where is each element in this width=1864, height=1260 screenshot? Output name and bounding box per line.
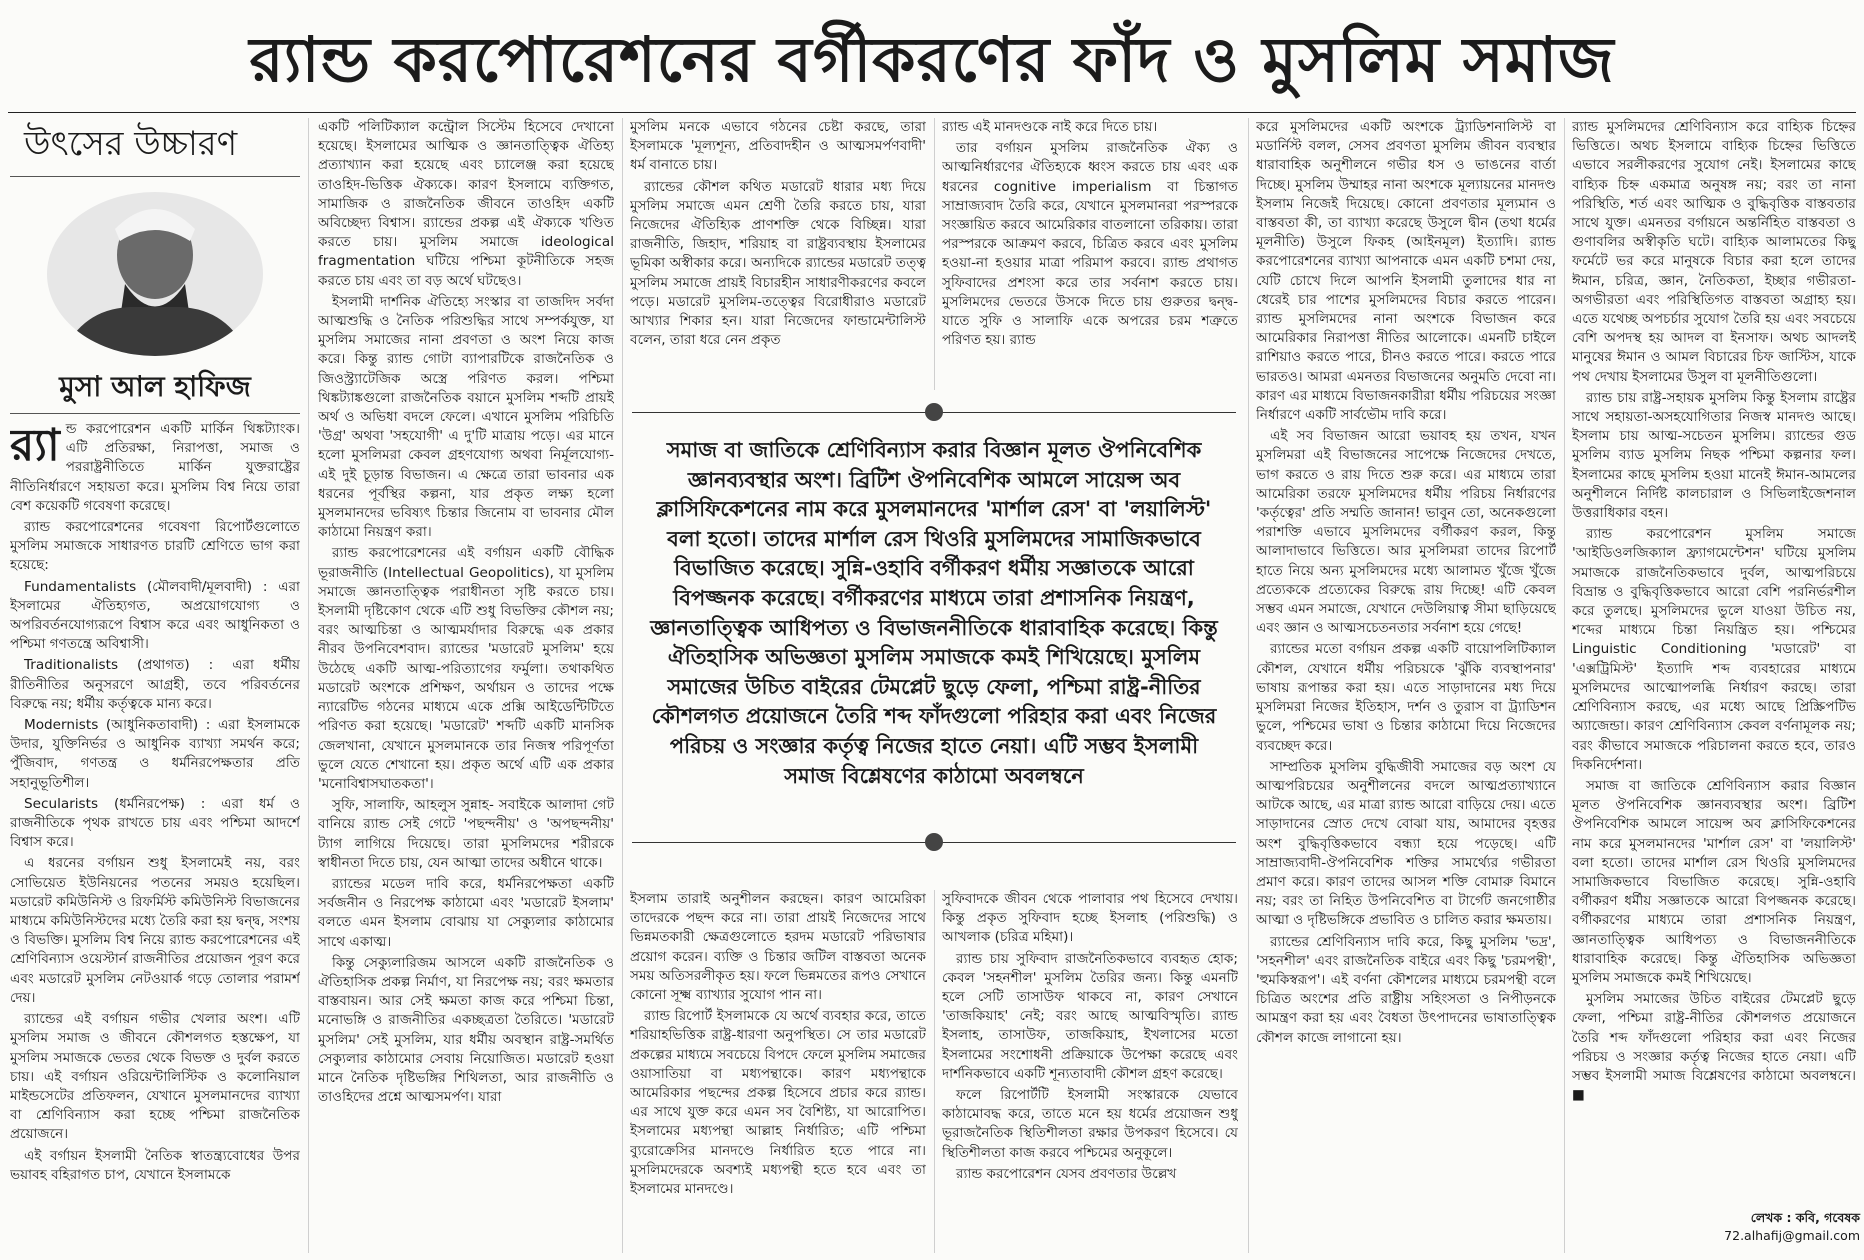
column-divider <box>934 890 935 1253</box>
column-divider <box>1564 118 1565 1253</box>
paragraph: র‍্যান্ড রিপোর্ট ইসলামকে যে অর্থে ব্যবহার করে, তাতে শরিয়াহভিত্তিক রাষ্ট্র-ধারণা অনুপস্থিত। সে তার মডারেট প্রকল্পের মাধ্যমে সবচেয়ে বিপদে ফেলে মুসলিম সমাজের ওয়াসাতিয়া বা মধ্যপন্থাকে। কারণ মধ্যপন্থাকে আমেরিকার পছন্দের প্রকল্প হিসেবে প্রচার করে র‍্যান্ড। এর সাথে যুক্ত করে এমন সব বৈশিষ্ট্য, যা আরোপিত। ইসলামের মধ্যপন্থা আল্লাহ নির্ধারিত; এটি পশ্চিমা ব্যুরোক্রেসির মানদণ্ডে নির্ধারিত হতে পারে না। মুসলিমদেরকে অবশ্যই মধ্যপন্থী হতে হবে এবং তা ইসলামের মানদণ্ডে। <box>630 1008 926 1198</box>
paragraph: মুসলিম সমাজের উচিত বাইরের টেমপ্লেট ছুড়ে ফেলা, পশ্চিমা রাষ্ট্র-নীতির কৌশলগত প্রয়োজনে তৈরি শব্দ ফাঁদগুলো পরিহার করা এবং নিজের পরিচয় ও সংজ্ঞার কর্তৃত্ব নিজের হাতে নেয়া। এটি সম্ভব ইসলামী সমাজ বিশ্লেষণের কাঠামো অবলম্বনে। ■ <box>1572 991 1856 1104</box>
paragraph: Modernists (আধুনিকতাবাদী) : এরা ইসলামকে উদার, যুক্তিনির্ভর ও আধুনিক ব্যাখ্যা সমর্থন করে; পুঁজিবাদ, গণতন্ত্র ও ধর্মনিরপেক্ষতার প্রতি সহানুভূতিশীল। <box>10 717 300 791</box>
author-portrait <box>40 189 270 359</box>
author-name: মুসা আল হাফিজ <box>59 370 251 403</box>
paragraph: র‍্যান্ডের শ্রেণিবিন্যাস দাবি করে, কিছু মুসলিম 'ভদ্র', 'সহনশীল' এবং রাজনৈতিক বাইরে এবং কিছু 'চরমপন্থী', 'হুমকিস্বরূপ'। এই বর্ণনা কৌশলের মাধ্যমে চরমপন্থী বলে চিত্রিত অংশের প্রতি রাষ্ট্রীয় সহিংসতা ও নিপীড়নকে আমন্ত্রণ করা হয় এবং বৈধতা উৎপাদনের ভাষাতাত্ত্বিক কৌশল কাজে লাগানো হয়। <box>1256 933 1556 1046</box>
paragraph: র‍্যান্ডের এই বর্গায়ন গভীর খেলার অংশ। এটি মুসলিম সমাজ ও জীবনে কৌশলগত হস্তক্ষেপ, যা মুসলিম সমাজকে ভেতর থেকে বিভক্ত ও দুর্বল করতে চায়। এই বর্গায়ন ওরিয়েন্টালিস্টিক ও কলোনিয়াল মাইন্ডসেটের প্রতিফলন, যেখানে মুসলমানদের ব্যাখ্যা বা শ্রেণিবিন্যাস করা হচ্ছে পশ্চিমা রাজনৈতিক প্রয়োজনে। <box>10 1011 300 1143</box>
column-6 <box>1572 118 1856 1203</box>
paragraph: র‍্যা ন্ড করপোরেশন একটি মার্কিন থিঙ্কট্যাংক। এটি প্রতিরক্ষা, নিরাপত্তা, সমাজ ও পররাষ্ট্রনীতিতে মার্কিন যুক্তরাষ্ট্রের নীতিনির্ধারণে সহায়তা করে। মুসলিম বিশ্ব নিয়ে তারা বেশ কয়েকটি গবেষণা করেছে। <box>10 420 300 514</box>
paragraph: সুফি, সালাফি, আহলুস সুন্নাহ- সবাইকে আলাদা গেট বানিয়ে র‍্যান্ড সেই গেটে 'পছন্দনীয়' ও 'অপছন্দনীয়' ট্যাগ লাগিয়ে দিয়েছে। তারা মুসলিমদের শরীরকে স্বাধীনতা দিতে চায়, যেন আত্মা তাদের অধীনে থাকে। <box>318 797 614 871</box>
column-4-bottom <box>942 890 1238 1253</box>
column-5 <box>1256 118 1556 1253</box>
column-4-top <box>942 118 1238 390</box>
column-divider <box>622 118 623 1253</box>
paragraph: তার বর্গায়ন মুসলিম রাজনৈতিক ঐক্য ও আত্মনির্ধারণের ঐতিহ্যকে ধ্বংস করতে চায় এবং এক ধরনের cognitive imperialism বা চিন্তাগত সাম্রাজ্যবাদ তৈরি করে, যেখানে মুসলমানরা পরস্পরকে সংজ্ঞায়িত করবে আমেরিকার বাতলানো তরিকায়। তারা পরস্পরকে আক্রমণ করবে, চিত্রিত করবে এবং মুসলিম হওয়া-না হওয়ার মাত্রা পরিমাপ করবে। র‍্যান্ড প্রথাগত সুফিবাদের প্রশংসা করে তার সর্বনাশ করতে চায়। মুসলিমদের ভেতরে উসকে দিতে চায় গুরুতর দ্বন্দ্ব- যাতে সুফি ও সালাফি একে অপরের চরম শত্রুতে পরিণত হয়। র‍্যান্ড <box>942 140 1238 349</box>
paragraph: র‍্যান্ডের কৌশল কথিত মডারেট ধারার মধ্য দিয়ে মুসলিম সমাজে এমন শ্রেণী তৈরি করতে চায়, যারা নিজেদের ঐতিহ্যিক প্রাণশক্তি থেকে বিচ্ছিন্ন। যারা রাজনীতি, জিহাদ, শরিয়াহ বা রাষ্ট্রব্যবস্থায় ইসলামের ভূমিকা অস্বীকার করে। অন্যদিকে র‍্যান্ডের মডারেট তত্ত্ব মুসলিম সমাজে প্রায়ই বিচারহীন সাধারণীকরণের কবলে পড়ে। মডারেট মুসলিম-তত্ত্বের বিরোধীরাও মডারেট আখ্যার শিকার হন। যারা নিজেদের ফান্ডামেন্টালিস্ট বলেন, তারা ধরে নেন প্রকৃত <box>630 178 926 349</box>
paragraph: র‍্যান্ড এই মানদণ্ডকে নাই করে দিতে চায়। <box>942 119 1158 135</box>
paragraph: র‍্যান্ডের মডেল দাবি করে, ধর্মনিরপেক্ষতা একটি সর্বজনীন ও নিরপেক্ষ কাঠামো এবং 'মডারেট ইসলাম' বলতে এমন ইসলাম বোঝায় যা সেক্যুলার কাঠামোর সাথে একাত্ম। <box>318 875 614 950</box>
paragraph: এ ধরনের বর্গায়ন শুধু ইসলামেই নয়, বরং সোভিয়েত ইউনিয়নের পতনের সময়ও হয়েছিল। মডারেট কমিউনিস্ট ও রিফর্মিস্ট কমিউনিস্ট বিভাজনের মাধ্যমে কমিউনিস্টদের মধ্যে তৈরি করা হয় দ্বন্দ্ব, সংশয় ও বিভক্তি। মুসলিম বিশ্ব নিয়ে র‍্যান্ড করপোরেশনের এই শ্রেণিবিন্যাস ওয়েস্টার্ন রাজনীতির প্রয়োজন পূরণ করে এবং মডারেট মুসলিম নেটওয়ার্ক গড়ে তোলার পরামর্শ দেয়। <box>10 855 300 1006</box>
paragraph: Traditionalists (প্রথাগত) : এরা ধর্মীয় রীতিনীতির অনুসরণে আগ্রহী, তবে পরিবর্তনের বিরুদ্ধে নয়; ধর্মীয় কর্তৃত্বকে মান্য করে। <box>10 657 300 712</box>
paragraph: র‍্যান্ড করপোরেশনের গবেষণা রিপোর্টগুলোতে মুসলিম সমাজকে সাধারণত চারটি শ্রেণিতে ভাগ করা হয়েছে: <box>10 519 300 574</box>
paragraph: সমাজ বা জাতিকে শ্রেণিবিন্যাস করার বিজ্ঞান মূলত ঔপনিবেশিক জ্ঞানব্যবস্থার অংশ। ব্রিটিশ ঔপনিবেশিক আমলে সায়েন্স অব ক্লাসিফিকেশনের নাম করে মুসলমানদের 'মার্শাল রেস' বা 'লয়ালিস্ট' বলা হতো। তাদের মার্শাল রেস থিওরি মুসলিমদের সামাজিকভাবে বিভাজিত করেছে। সুন্নি-ওহাবি বর্গীকরণ ধর্মীয় সজ্ঞাতকে আরো বিপজ্জনক করেছে। বর্গীকরণের মাধ্যমে তারা প্রশাসনিক নিয়ন্ত্রণ, জ্ঞানতাত্ত্বিক আধিপত্য ও বিভাজননীতিকে ধারাবাহিক করেছে। কিন্তু ঐতিহাসিক অভিজ্ঞতা মুসলিম সমাজকে কমই শিখিয়েছে। <box>1572 777 1856 986</box>
column-3-bottom <box>630 890 926 1253</box>
author-role: লেখক : কবি, গবেষক <box>1750 1210 1860 1225</box>
column-divider <box>308 118 309 1253</box>
paragraph: র‍্যান্ড চায় রাষ্ট্র-সহায়ক মুসলিম কিন্তু ইসলাম রাষ্ট্রের সাথে সহায়তা-অসহযোগিতার নিজস্ব মানদণ্ড আছে। ইসলাম চায় আত্ম-সচেতন মুসলিম। র‍্যান্ডের গুড মুসলিম ব্যাড মুসলিম নিছক পশ্চিমা কল্পনার ফল। ইসলামের কাছে মুসলিম হওয়া মানেই ঈমান-আমলের অনুশীলনে নির্দিষ্ট কালচারাল ও সিভিলাইজেশনাল উত্তরাধিকার বহন। <box>1572 389 1856 522</box>
column-1 <box>10 118 300 1253</box>
column-divider <box>934 118 935 390</box>
headline: র‍্যান্ড করপোরেশনের বর্গীকরণের ফাঁদ ও মুসলিম সমাজ <box>249 23 1615 96</box>
dropcap: র‍্যা <box>10 420 60 471</box>
author-signature <box>1700 1209 1860 1245</box>
paragraph: Fundamentalists (মৌলবাদী/মূলবাদী) : এরা ইসলামের ঐতিহ্যগত, অপ্রয়োগযোগ্য ও অপরিবর্তনযোগ্যরূপে বিশ্বাস করে এবং আধুনিকতা ও পশ্চিমা গণতন্ত্রে অবিশ্বাসী। <box>10 578 300 653</box>
paragraph: র‍্যান্ডের মতো বর্গায়ন প্রকল্প একটি বায়োপলিটিক্যাল কৌশল, যেখানে ধর্মীয় পরিচয়কে 'ঝুঁকি ব্যবস্থাপনার' ভাষায় রূপান্তর করা হয়। এতে সাড়াদানের মধ্য দিয়ে মুসলিমরা নিজের ইতিহাস, দর্শন ও তুরাস বা ট্র্যাডিশন ভুলে, পশ্চিমের ভাষা ও চিন্তার কাঠামো দিয়ে নিজেদের ব্যবচ্ছেদ করে। <box>1256 641 1556 754</box>
column-name: উৎসের উচ্চারণ <box>24 124 238 164</box>
column-name-rule <box>10 176 300 177</box>
quote-top-dot <box>925 403 943 421</box>
paragraph: করে মুসলিমদের একটি অংশকে ট্র্যাডিশনালিস্ট বা মডার্নিস্ট বলল, সেসব প্রবণতা মুসলিম জীবন ব্যবস্থার ধারাবাহিক অনুশীলনে গভীর ধস ও ভাঙনের বার্তা দিচ্ছে। মুসলিম উম্মাহর নানা অংশকে মূল্যায়নের মানদণ্ড ইসলাম নিজেই দিয়েছে। কোনো প্রবণতার মূল্যমান ও বাস্তবতা কী, তা ব্যাখ্যা করেছে উসুলে দ্বীন (তথা ধর্মের মূলনীতি) উসুলে ফিকহ (আইনমূল) ইত্যাদি। র‍্যান্ড করপোরেশনের ব্যাখ্যা আপনাকে এমন একটি চশমা দেয়, যেটি চোখে দিলে আপনি ইসলামী তুলাদের ধার না ধেরেই চার পাশের মুসলিমদের বিচার করতে পারেন। র‍্যান্ড মুসলিমদের নানা অংশকে বিভাজন করে আমেরিকার নিরাপত্তা নীতির আলোকে। এমনটি চাইলে রাশিয়াও করতে পারে, চীনও করতে পারে। করতে পারে ভারতও। আমরা এমনতর বিভাজনের অনুমতি দেবো না। কারণ এর মাধ্যমে বিভাজনকারীরা ধর্মীয় পরিচয়ের সংজ্ঞা নির্ধারণে একটি সার্বভৌম দাবি করে। <box>1256 119 1556 424</box>
paragraph: র‍্যান্ড চায় সুফিবাদ রাজনৈতিকভাবে ব্যবহৃত হোক; কেবল 'সহনশীল' মুসলিম তৈরির জন্য। কিন্তু এমনটি হলে সেটি তাসাউফ থাকবে না, কারণ সেখানে 'তাজকিয়াহ' নেই; বরং আছে আত্মবিস্মৃতি। র‍্যান্ড ইসলাহ, তাসাউফ, তাজকিয়াহ, ইখলাসের মতো ইসলামের সংশোধনী প্রক্রিয়াকে উপেক্ষা করেছে এবং দার্শনিকভাবে একটি শূন্যতাবাদী কৌশল গ্রহণ করেছে। <box>942 950 1238 1082</box>
paragraph: সুফিবাদকে জীবন থেকে পালাবার পথ হিসেবে দেখায়। কিন্তু প্রকৃত সুফিবাদ হচ্ছে ইসলাহ (পরিশুদ্ধি) ও আখলাক (চরিত্র মহিমা)। <box>942 891 1238 946</box>
paragraph: সাম্প্রতিক মুসলিম বুদ্ধিজীবী সমাজের বড় অংশ যে আত্মপরিচয়ের অনুশীলনের বদলে আত্মপ্রত্যাখ্যানে আটকে আছে, এর মাত্রা র‍্যান্ড আরো বাড়িয়ে দেয়। এতে সাড়াদানের স্রোত দেখে বোঝা যায়, আমাদের বৃহত্তর অংশ বুদ্ধিবৃত্তিকভাবে বন্ধ্যা হয়ে পড়েছে। এটি সাম্রাজ্যবাদী-ঔপনিবেশিক শক্তির সামর্থ্যের গভীরতা প্রমাণ করে। কারণ তাদের আসল শক্তি বোমারু বিমানে নয়; বরং তা নিহিত উপনিবেশিত বা টার্গেট জনগোষ্ঠীর আত্মা ও দৃষ্টিভঙ্গিকে প্রভাবিত ও চালিত করার ক্ষমতায়। <box>1256 758 1556 929</box>
paragraph: একটি পলিটিক্যাল কন্ট্রোল সিস্টেম হিসেবে দেখানো হয়েছে। ইসলামের আত্মিক ও জ্ঞানতাত্ত্বিক ঐতিহ্য প্রত্যাখ্যান করা হয়েছে এবং চ্যালেঞ্জ করা হয়েছে তাওহিদ-ভিত্তিক ঐক্যকে। কারণ ইসলামে ব্যক্তিগত, সামাজিক ও রাজনৈতিক জীবনে তাওহিদ একটি অবিচ্ছেদ্য বিশ্বাস। র‍্যান্ডের প্রকল্প এই ঐক্যকে খণ্ডিত করতে চায়। মুসলিম সমাজে ideological fragmentation ঘটিয়ে পশ্চিমা কূটনীতিকে সহজ করতে চায় এবং তা বড় অর্থে ঘটছেও। <box>318 119 614 289</box>
paragraph: Secularists (ধর্মনিরপেক্ষ) : এরা ধর্ম ও রাজনীতিকে পৃথক রাখতে চায় এবং পশ্চিমা আদর্শে বিশ্বাস করে। <box>10 795 300 851</box>
column-divider <box>1248 118 1249 1253</box>
paragraph: র‍্যান্ড করপোরেশন মুসলিম সমাজে 'আইডিওলজিক্যাল ফ্র্যাগমেন্টেশন' ঘটিয়ে মুসলিম সমাজকে রাজনৈতিকভাবে দুর্বল, আত্মপরিচয়ে বিভ্রান্ত ও বুদ্ধিবৃত্তিকভাবে আরো বেশি পরনির্ভরশীল করে তুলছে। মুসলিমদের ভুলে যাওয়া উচিত নয়, শব্দের মাধ্যমে চিন্তা নিয়ন্ত্রিত হয়। পশ্চিমের Linguistic Conditioning 'মডারেট' বা 'এক্সট্রিমিস্ট' ইত্যাদি শব্দ ব্যবহারের মাধ্যমে মুসলিমদের আত্মোপলব্ধি নির্ধারণ করছে। তারা শ্রেণিবিন্যাস করছে, এর মধ্যে আছে প্রিস্ক্রিপটিভ অ্যাজেন্ডা। কারণ শ্রেণিবিন্যাস কেবল বর্ণনামূলক নয়; বরং কীভাবে সমাজকে পরিচালনা করতে হবে, তারও দিকনির্দেশনা। <box>1572 526 1856 773</box>
headline-rule <box>8 112 1856 113</box>
paragraph: র‍্যান্ড মুসলিমদের শ্রেণিবিন্যাস করে বাহ্যিক চিহ্নের ভিত্তিতে। অথচ ইসলামে বাহ্যিক চিহ্নের ভিত্তিতে এভাবে সরলীকরণের সুযোগ নেই। ইসলামের কাছে বাহ্যিক চিহ্ন একমাত্র অনুষঙ্গ নয়; বরং তা নানা পরিস্থিতি, শর্ত এবং আত্মিক ও বুদ্ধিবৃত্তিক বাস্তবতার সাথে যুক্ত। এমনতর বর্গায়নে অন্তর্নিহিত বাস্তবতা ও গুণাবলির অস্বীকৃতি ঘটে। বাহ্যিক আলামতের কিছু ফর্মেটে ভর করে মানুষকে বিচার করা হলে তাদের ঈমান, চরিত্র, জ্ঞান, নৈতিকতা, ইচ্ছার গভীরতা-অগভীরতা এবং পরিস্থিতিগত বাস্তবতা অগ্রাহ্য হয়। এতে যথেচ্ছ অপচর্চার সুযোগ তৈরি হয় এবং সবচেয়ে বেশি অপদস্থ হয় আদল বা ইনসাফ। অথচ আদলই মানুষের ঈমান ও আমল বিচারের চিফ জাস্টিস, যাকে পথ দেখায় ইসলামের উসুল বা মূলনীতিগুলো। <box>1572 119 1856 385</box>
column-3-top <box>630 118 926 390</box>
column-2 <box>318 118 614 1253</box>
pull-quote-box <box>632 392 1236 862</box>
byline-rule <box>10 413 300 414</box>
paragraph: এই সব বিভাজন আরো ভয়াবহ হয় তখন, যখন মুসলিমরা এই বিভাজনের সাপেক্ষে নিজেদের দেখতে, ভাগ করতে ও রায় দিতে শুরু করে। এর মাধ্যমে তারা আমেরিকা তরফে মুসলিমদের ধর্মীয় পরিচয় নির্ধারণের 'কর্তৃত্বের' প্রতি সম্মতি জানান! ভাবুন তো, অনেকগুলো পরাশক্তি এভাবে মুসলিমদের বর্গীকরণ করল, কিন্তু আলাদাভাবে ভিত্তিতে। আর মুসলিমরা তাদের রিপোর্ট হাতে নিয়ে অন্য মুসলিমদের মধ্যে আলামত খুঁজে খুঁজে প্রত্যেককে প্রত্যেকের বিরুদ্ধে রায় দিচ্ছে! এটি কেবল সম্ভব এমন সমাজে, যেখানে দেউলিয়াত্ব সীমা ছাড়িয়েছে এবং জ্ঞান ও আত্মসচেতনতার সর্বনাশ হয়ে গেছে! <box>1256 428 1556 637</box>
quote-bottom-dot <box>925 833 943 851</box>
paragraph: কিন্তু সেক্যুলারিজম আসলে একটি রাজনৈতিক ও ঐতিহাসিক প্রকল্প নির্মাণ, যা নিরপেক্ষ নয়; বরং ক্ষমতার বাস্তবায়ন। আর সেই ক্ষমতা কাজ করে পশ্চিমা চিন্তা, মনোভঙ্গি ও রাজনীতির একচ্ছত্রতা তৈরিতে। 'মডারেট মুসলিম' সেই মুসলিম, যার ধর্মীয় অবস্থান রাষ্ট্র-সমর্থিত সেক্যুলার কাঠামোর সেবায় নিয়োজিত। মডারেট হওয়া মানে নৈতিক দৃষ্টিভঙ্গির শিথিলতা, আর রাজনীতি ও তাওহিদের প্রশ্নে আত্মসমর্পণ। যারা <box>318 954 614 1106</box>
paragraph: র‍্যান্ড করপোরেশন যেসব প্রবণতার উল্লেখ <box>956 1165 1177 1182</box>
paragraph: র‍্যান্ড করপোরেশনের এই বর্গায়ন একটি বৌদ্ধিক ভূরাজনীতি (Intellectual Geopolitics), যা মুসলিম সমাজে জ্ঞানতাত্ত্বিক পরাধীনতা সৃষ্টি করতে চায়। ইসলামী দৃষ্টিকোণ থেকে এটি শুধু বিভক্তির কৌশল নয়; বরং আত্মচিন্তা ও আত্মমর্যাদার বিরুদ্ধে এক প্রকার নীরব উপনিবেশবাদ। র‍্যান্ডের 'মডারেট মুসলিম' হয়ে উঠেছে একটি আত্ম-পরিত্যাগের ফর্মুলা। তথাকথিত মডারেট অংশকে প্রশিক্ষণ, অর্থায়ন ও তাদের পক্ষে ন্যারেটিভ গঠনের মাধ্যমে একে প্রক্সি আইডেন্টিটিতে পরিণত করা হয়েছে। 'মডারেট' শব্দটি একটি মানসিক জেলখানা, যেখানে মুসলমানকে তার নিজস্ব পরিপূর্ণতা ভুলে যেতে শেখানো হয়। প্রকৃত অর্থে এটি এক প্রকার 'মনোবিশ্বাসঘাতকতা'। <box>318 545 614 792</box>
paragraph: ইসলামী দার্শনিক ঐতিহ্যে সংস্কার বা তাজদিদ সর্বদা আত্মশুদ্ধি ও নৈতিক পরিশুদ্ধির সাথে সম্পর্কযুক্ত, যা মুসলিম সমাজের নানা প্রবণতা ও অংশ নিয়ে কাজ করে। কিন্তু র‍্যান্ড গোটা ব্যাপারটিকে রাজনৈতিক ও জিওস্ট্র্যাটেজিক অস্ত্রে পরিণত করল। পশ্চিমা থিঙ্কট্যাঙ্কগুলো রাজনৈতিক বয়ানে মুসলিম শব্দটি প্রায়ই অর্থ ও অভিধা বদলে ফেলে। এখানে মুসলিম পরিচিতি 'উগ্র' অথবা 'সহযোগী' এ দু'টি মাত্রায় পড়ে। এর মানে হলো মুসলিমরা কেবল গ্রহণযোগ্য অথবা নির্মূলযোগ্য- এই দুই চূড়ান্ত বিভাজন। এ ক্ষেত্রে তারা ভাবনার এক ধরনের পূর্বস্থির কল্পনা, যার প্রকৃত লক্ষ্য হলো মুসলমানদের ভবিষ্যৎ চিন্তার জিনোম বা ভাবনার মৌল কাঠামো নিয়ন্ত্রণ করা। <box>318 293 614 541</box>
paragraph: ফলে রিপোর্টটি ইসলামী সংস্কারকে যেভাবে কাঠামোবদ্ধ করে, তাতে মনে হয় ধর্মের প্রয়োজন শুধু ভূরাজনৈতিক স্থিতিশীলতা রক্ষার উপকরণ হিসেবে। যে স্থিতিশীলতা কাজ করবে পশ্চিমের অনুকূলে। <box>942 1087 1238 1161</box>
paragraph: মুসলিম মনকে এভাবে গঠনের চেষ্টা করছে, তারা ইসলামকে 'মূল্যশূন্য, প্রতিবাদহীন ও আত্মসমর্পণবাদী' ধর্ম বানাতে চায়। <box>630 119 926 174</box>
author-email: 72.alhafij@gmail.com <box>1724 1228 1860 1243</box>
paragraph: ইসলাম তারাই অনুশীলন করছেন। কারণ আমেরিকা তাদেরকে পছন্দ করে না। তারা প্রায়ই নিজেদের সাথে ভিন্নমতকারী ক্ষেত্রগুলোতে হরদম মডারেট পরিভাষার প্রয়োগ করেন। ব্যক্তি ও চিন্তার জটিল বাস্তবতা অনেক সময় অতিসরলীকৃত হয়। ফলে ভিন্নমতের রূপও সেখানে কোনো সূক্ষ্ম ব্যাখ্যার সুযোগ পান না। <box>630 891 926 1004</box>
paragraph: এই বর্গায়ন ইসলামী নৈতিক স্বাতন্ত্র্যবোধের উপর ভয়াবহ বহিরাগত চাপ, যেখানে ইসলামকে <box>10 1147 300 1183</box>
pull-quote: সমাজ বা জাতিকে শ্রেণিবিন্যাস করার বিজ্ঞান মূলত ঔপনিবেশিক জ্ঞানব্যবস্থার অংশ। ব্রিটিশ ঔপনিবেশিক আমলে সায়েন্স অব ক্লাসিফিকেশনের নাম করে মুসলমানদের 'মার্শাল রেস' বা 'লয়ালিস্ট' বলা হতো। তাদের মার্শাল রেস থিওরি মুসলিমদের সামাজিকভাবে বিভাজিত করেছে। সুন্নি-ওহাবি বর্গীকরণ ধর্মীয় সজ্ঞাতকে আরো বিপজ্জনক করেছে। বর্গীকরণের মাধ্যমে তারা প্রশাসনিক নিয়ন্ত্রণ, জ্ঞানতাত্ত্বিক আধিপত্য ও বিভাজননীতিকে ধারাবাহিক করেছে। কিন্তু ঐতিহাসিক অভিজ্ঞতা মুসলিম সমাজকে কমই শিখিয়েছে। মুসলিম সমাজের উচিত বাইরের টেমপ্লেট ছুড়ে ফেলা, পশ্চিমা রাষ্ট্র-নীতির কৌশলগত প্রয়োজনে তৈরি শব্দ ফাঁদগুলো পরিহার করা এবং নিজের পরিচয় ও সংজ্ঞার কর্তৃত্ব নিজের হাতে নেয়া। এটি সম্ভব ইসলামী সমাজ বিশ্লেষণের কাঠামো অবলম্বনে <box>650 438 1218 788</box>
